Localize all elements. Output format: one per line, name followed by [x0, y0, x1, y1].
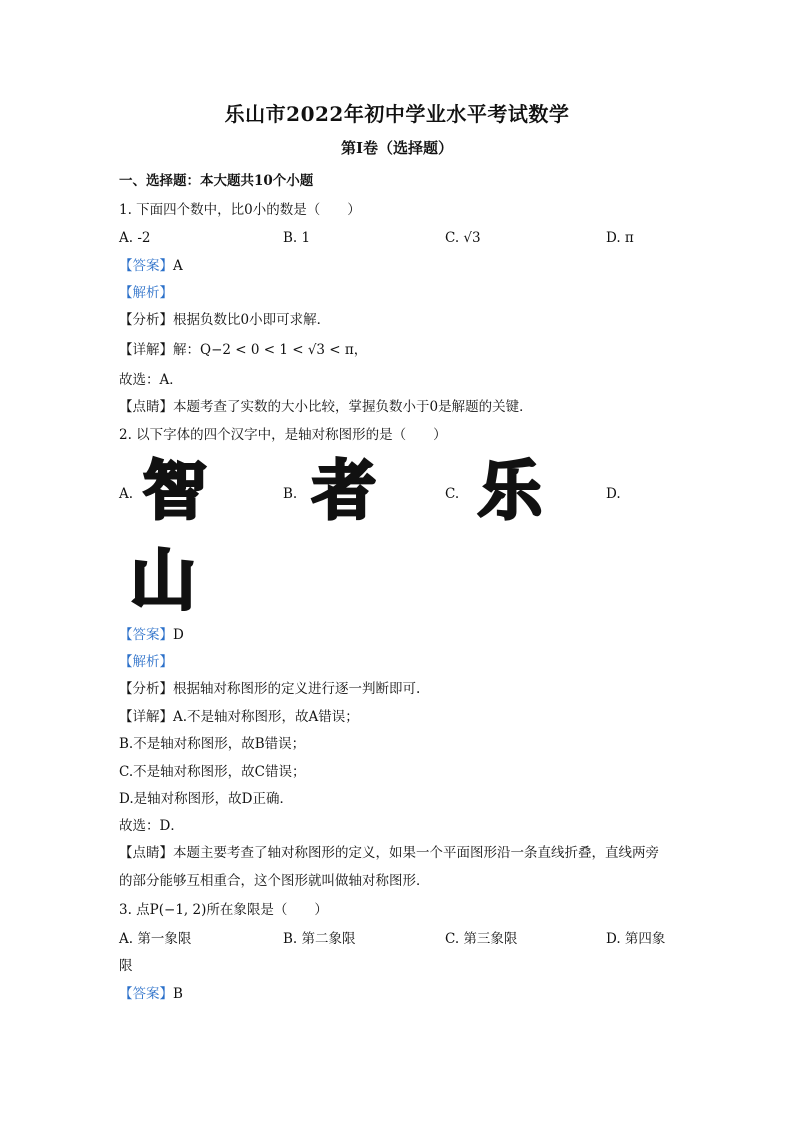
- xiangjie-tag: 【详解】: [119, 342, 173, 358]
- q1-fenxi: [119, 311, 330, 329]
- page-subtitle: 第Ⅰ卷（选择题）: [340, 139, 454, 157]
- glyph-zhi-image: 智: [143, 455, 207, 529]
- q1-option-c: C. √3: [445, 230, 481, 246]
- answer-value: B: [173, 986, 183, 1002]
- q1-stem: 1. 下面四个数中，比0小的数是（ ）: [119, 202, 361, 218]
- xiangjie-tag: 【详解】: [119, 709, 173, 725]
- q2-fenxi: [119, 680, 420, 698]
- q3-option-c: C. 第三象限: [445, 931, 518, 947]
- answer-tag: 【答案】: [119, 986, 173, 1002]
- glyph-shan-image: 山: [130, 542, 196, 619]
- q2-answer: [119, 626, 184, 644]
- answer-tag: 【答案】: [119, 258, 173, 274]
- q3-answer: [119, 985, 183, 1003]
- q2-line-d: D.是轴对称图形，故D正确．: [119, 791, 293, 807]
- q3-stem: 3. 点P(−1, 2)所在象限是（ ）: [119, 902, 328, 918]
- q1-answer: [119, 257, 183, 275]
- fenxi-tag: 【分析】: [119, 312, 173, 328]
- dianjing-tag: 【点睛】: [119, 845, 173, 861]
- q1-option-b: B. 1: [283, 230, 311, 246]
- q2-dianjing: [119, 844, 659, 862]
- q3-option-b: B. 第二象限: [283, 931, 356, 947]
- q1-analysis-tag: 【解析】: [119, 285, 173, 301]
- q3-option-a: A. 第一象限: [119, 931, 192, 947]
- dianjing-text: 本题考查了实数的大小比较，掌握负数小于0是解题的关键．: [173, 399, 533, 415]
- q2-option-c-letter: C.: [445, 486, 460, 502]
- section-heading: 一、选择题：本大题共10个小题: [119, 173, 314, 189]
- answer-tag: 【答案】: [119, 627, 173, 643]
- q1-option-a: A. -2: [119, 230, 151, 246]
- q3-option-d-wrap: 限: [119, 958, 133, 974]
- q2-analysis-tag: 【解析】: [119, 654, 173, 670]
- q1-xiangjie: [119, 341, 367, 359]
- q1-choose: 故选：A．: [119, 372, 183, 388]
- q2-line-b: B.不是轴对称图形，故B错误；: [119, 736, 306, 752]
- q2-dianjing-cont: 的部分能够互相重合，这个图形就叫做轴对称图形．: [119, 873, 430, 889]
- glyph-zhe-image: 者: [312, 455, 376, 529]
- glyph-le-image: 乐: [478, 455, 542, 529]
- fenxi-text: 根据负数比0小即可求解．: [173, 312, 331, 328]
- answer-value: A: [173, 258, 183, 274]
- answer-value: D: [173, 627, 184, 643]
- q2-line-c: C.不是轴对称图形，故C错误；: [119, 764, 306, 780]
- q2-choose: 故选：D．: [119, 818, 184, 834]
- page-title: 乐山市2022年初中学业水平考试数学: [224, 102, 570, 126]
- xiangjie-text: 解：Q−2 < 0 < 1 < √3 < π，: [173, 342, 368, 358]
- fenxi-text: 根据轴对称图形的定义进行逐一判断即可.: [173, 681, 421, 697]
- dianjing-tag: 【点睛】: [119, 399, 173, 415]
- q2-option-d-letter: D.: [606, 486, 621, 502]
- xiangjie-line-a: A.不是轴对称图形，故A错误；: [173, 709, 359, 725]
- q1-dianjing: [119, 398, 533, 416]
- q1-option-d: D. π: [606, 230, 634, 246]
- q2-xiangjie: [119, 708, 359, 726]
- q2-option-a-letter: A.: [119, 486, 134, 502]
- fenxi-tag: 【分析】: [119, 681, 173, 697]
- q3-option-d: D. 第四象: [606, 931, 666, 947]
- q2-option-b-letter: B.: [283, 486, 298, 502]
- q2-stem: 2. 以下字体的四个汉字中，是轴对称图形的是（ ）: [119, 427, 447, 443]
- dianjing-text-1: 本题主要考查了轴对称图形的定义，如果一个平面图形沿一条直线折叠，直线两旁: [173, 845, 659, 861]
